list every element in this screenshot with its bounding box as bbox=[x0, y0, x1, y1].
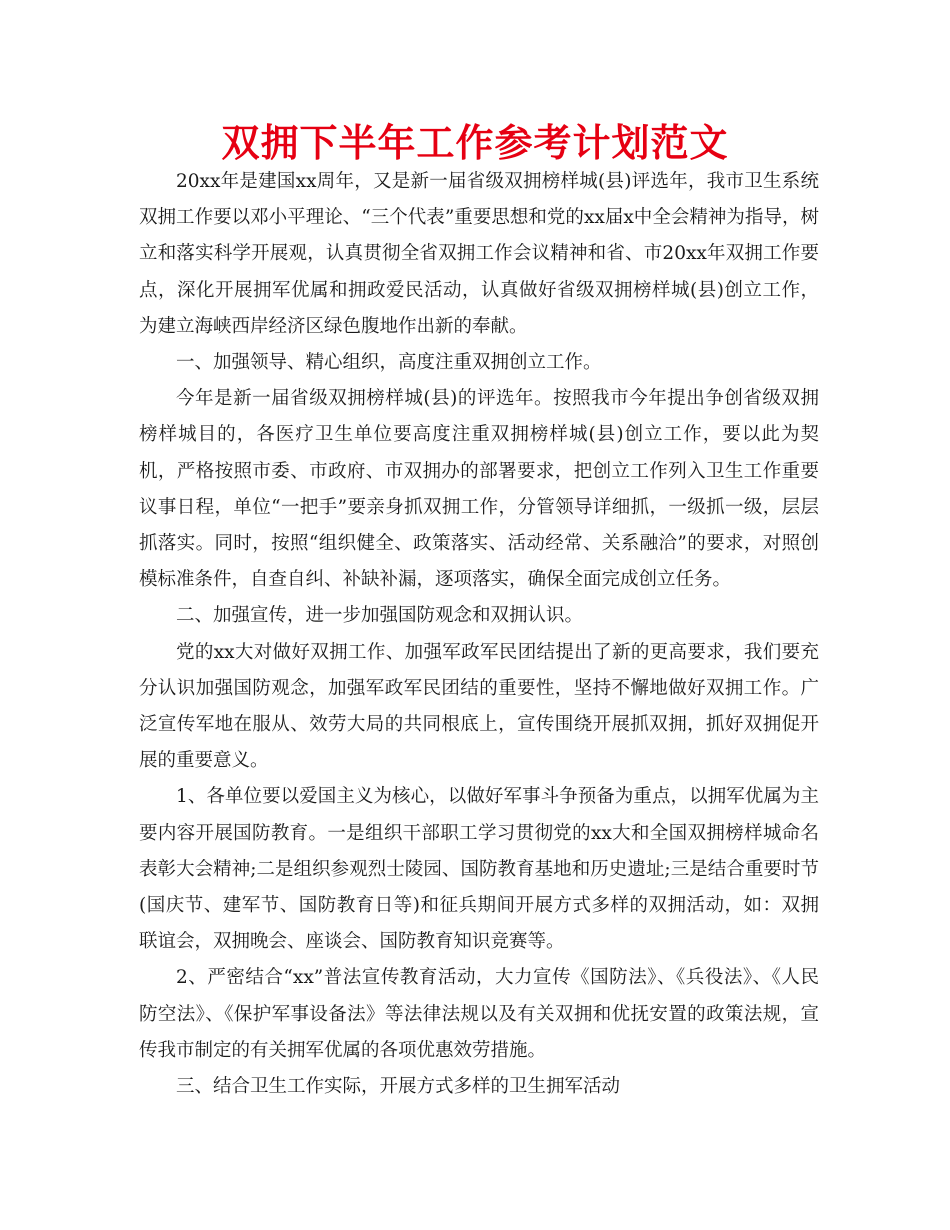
list-item-1: 1、各单位要以爱国主义为核心，以做好军事斗争预备为重点，以拥军优属为主要内容开展国防教育。一是组织干部职工学习贯彻党的xx大和全国双拥榜样城命名表彰大会精神;二是组织参观烈士陵园、国防教育基地和历史遗址;三是结合重要时节(国庆节、建军节、国防教育日等)和征兵期间开展方式多样的双拥活动，如：双拥联谊会，双拥晚会、座谈会、国防教育知识竞赛等。 bbox=[139, 786, 819, 953]
document-title: 双拥下半年工作参考计划范文 bbox=[221, 120, 729, 165]
section-heading-1: 一、加强领导、精心组织，高度注重双拥创立工作。 bbox=[176, 352, 602, 374]
list-item-2: 2、严密结合“xx”普法宣传教育活动，大力宣传《国防法》、《兵役法》、《人民防空法》、《保护军事设备法》等法律法规以及有关双拥和优抚安置的政策法规，宣传我市制定的有关拥军优属的各项优惠效劳措施。 bbox=[139, 967, 819, 1061]
section-heading-2: 二、加强宣传，进一步加强国防观念和双拥认识。 bbox=[176, 605, 584, 627]
section-heading-3: 三、结合卫生工作实际，开展方式多样的卫生拥军活动 bbox=[176, 1076, 621, 1098]
paragraph-section-2: 党的xx大对做好双拥工作、加强军政军民团结提出了新的更高要求，我们要充分认识加强国防观念，加强军政军民团结的重要性，坚持不懈地做好双拥工作。广泛宣传军地在服从、效劳大局的共同根底上，宣传围绕开展抓双拥，抓好双拥促开展的重要意义。 bbox=[139, 641, 819, 772]
paragraph-intro: 20xx年是建国xx周年，又是新一届省级双拥榜样城(县)评选年，我市卫生系统双拥工作要以邓小平理论、“三个代表”重要思想和党的xx届x中全会精神为指导，树立和落实科学开展观，认真贯彻全省双拥工作会议精神和省、市20xx年双拥工作要点，深化开展拥军优属和拥政爱民活动，认真做好省级双拥榜样城(县)创立工作，为建立海峡西岸经济区绿色腹地作出新的奉献。 bbox=[139, 171, 819, 337]
document-body bbox=[139, 164, 819, 1105]
paragraph-section-1: 今年是新一届省级双拥榜样城(县)的评选年。按照我市今年提出争创省级双拥榜样城目的，各医疗卫生单位要高度注重双拥榜样城(县)创立工作，要以此为契机，严格按照市委、市政府、市双拥办的部署要求，把创立工作列入卫生工作重要议事日程，单位“一把手”要亲身抓双拥工作，分管领导详细抓，一级抓一级，层层抓落实。同时，按照“组织健全、政策落实、活动经常、关系融洽”的要求，对照创模标准条件，自查自纠、补缺补漏，逐项落实，确保全面完成创立任务。 bbox=[139, 388, 819, 591]
